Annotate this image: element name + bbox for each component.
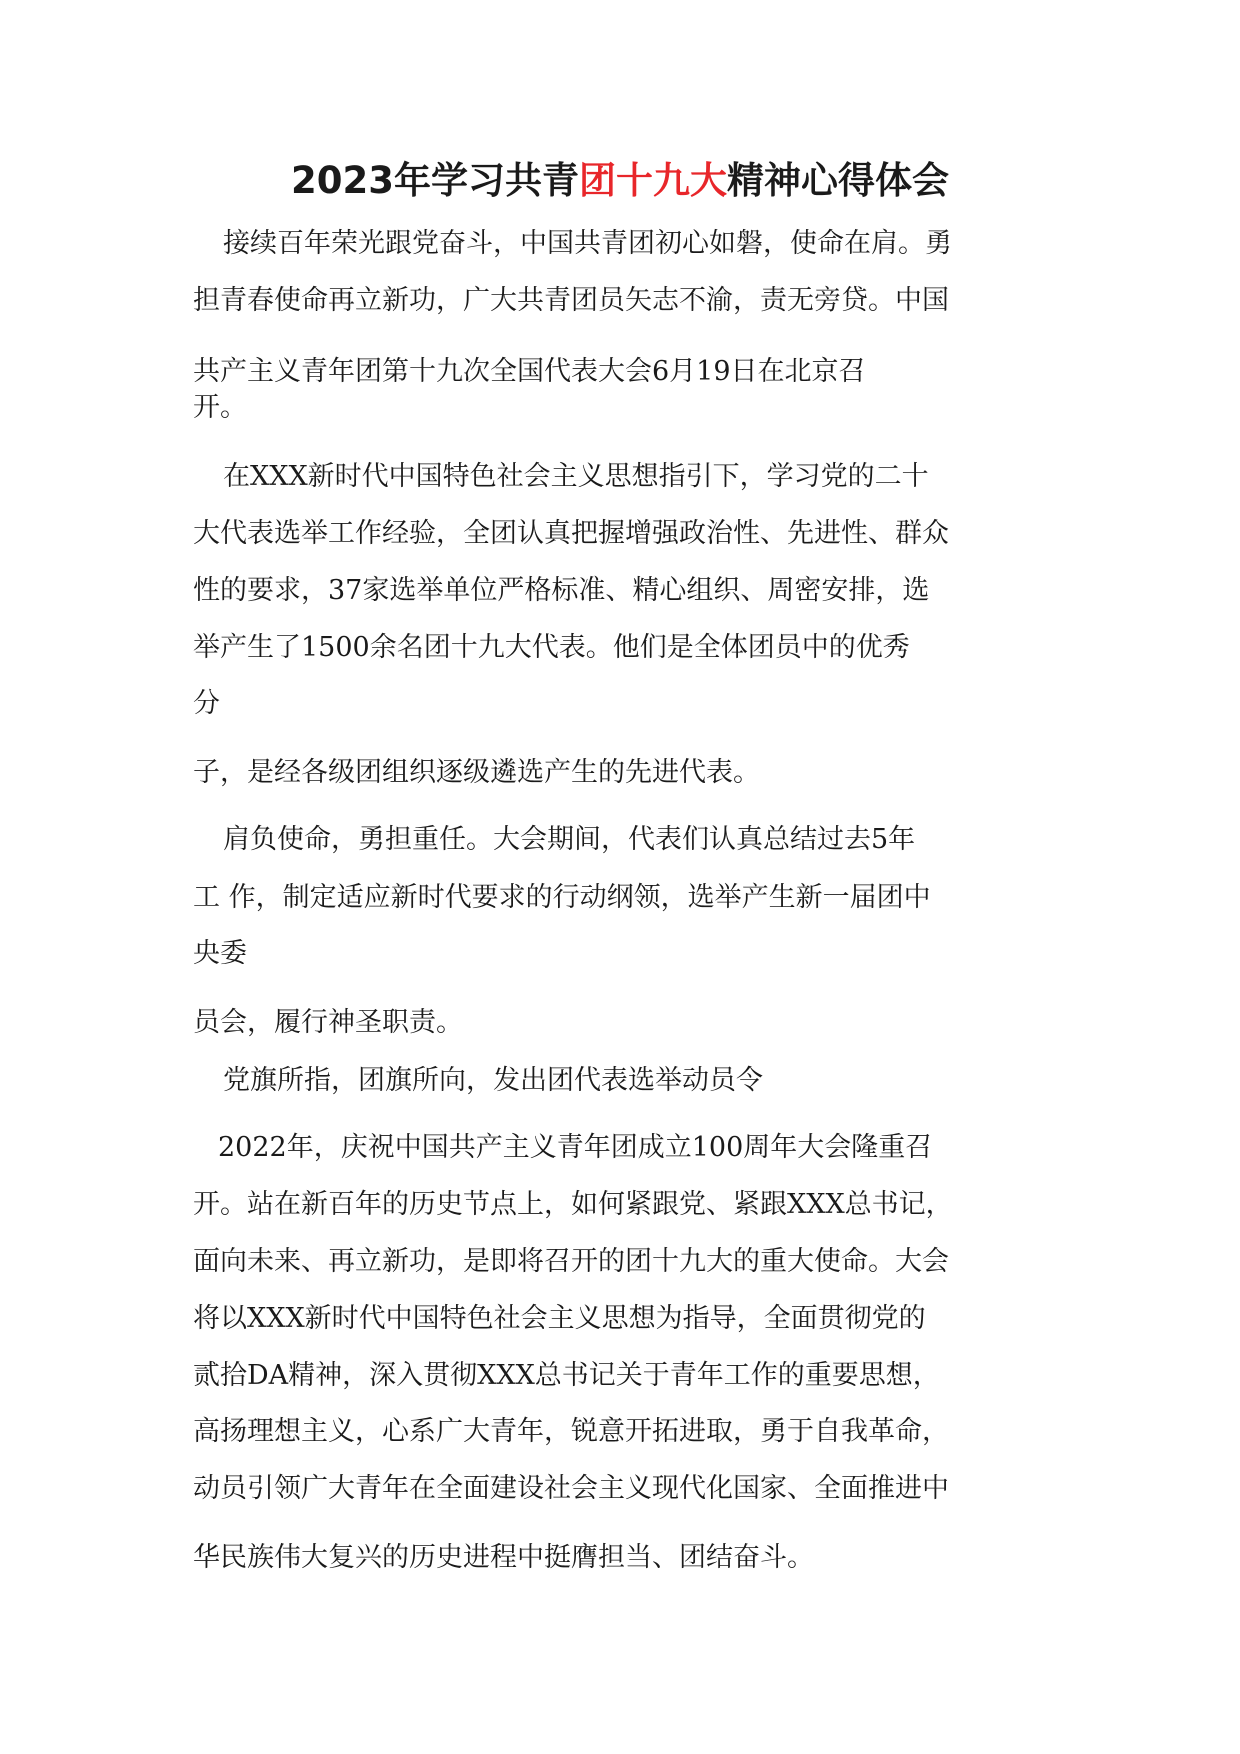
paragraph-line: 员会，履行神圣职责。 bbox=[193, 1007, 463, 1038]
paragraph-line: 举产生了1500余名团十九大代表。他们是全体团员中的优秀 bbox=[193, 632, 910, 663]
paragraph-line: 华民族伟大复兴的历史进程中挺膺担当、团结奋斗。 bbox=[193, 1542, 814, 1573]
paragraph-line: 动员引领广大青年在全面建设社会主义现代化国家、全面推进中 bbox=[193, 1473, 949, 1504]
paragraph-line: 工 作，制定适应新时代要求的行动纲领，选举产生新一届团中 bbox=[193, 882, 931, 913]
paragraph-line: 共产主义青年团第十九次全国代表大会6月19日在北京召 bbox=[193, 356, 866, 387]
paragraph-line: 肩负使命，勇担重任。大会期间，代表们认真总结过去5年 bbox=[223, 824, 916, 855]
paragraph-line: 面向未来、再立新功，是即将召开的团十九大的重大使命。大会 bbox=[193, 1246, 949, 1277]
document-title bbox=[0, 156, 1240, 206]
paragraph-line: 担青春使命再立新功，广大共青团员矢志不渝，责无旁贷。中国 bbox=[193, 285, 949, 316]
paragraph-line: 子，是经各级团组织逐级遴选产生的先进代表。 bbox=[193, 757, 760, 788]
title-highlight: 团十九大 bbox=[578, 159, 727, 202]
paragraph-line: 性的要求，37家选举单位严格标准、精心组织、周密安排，选 bbox=[193, 575, 930, 606]
paragraph-line: 贰拾DA精神，深入贯彻XXX总书记关于青年工作的重要思想， bbox=[193, 1360, 940, 1391]
title-part-2: 精神心得体会 bbox=[726, 159, 949, 202]
paragraph-line: 大代表选举工作经验，全团认真把握增强政治性、先进性、群众 bbox=[193, 518, 949, 549]
paragraph-line: 将以XXX新时代中国特色社会主义思想为指导，全面贯彻党的 bbox=[193, 1303, 926, 1334]
paragraph-line: 2022年，庆祝中国共产主义青年团成立100周年大会隆重召 bbox=[218, 1132, 933, 1163]
paragraph-line: 开。 bbox=[193, 392, 247, 423]
title-part-1: 2023年学习共青 bbox=[291, 159, 579, 202]
paragraph-line: 央委 bbox=[193, 938, 247, 969]
paragraph-line: 党旗所指，团旗所向，发出团代表选举动员令 bbox=[223, 1065, 763, 1096]
paragraph-line: 开。站在新百年的历史节点上，如何紧跟党、紧跟XXX总书记， bbox=[193, 1189, 953, 1220]
paragraph-line: 高扬理想主义，心系广大青年，锐意开拓进取，勇于自我革命， bbox=[193, 1416, 949, 1447]
paragraph-line: 在XXX新时代中国特色社会主义思想指引下，学习党的二十 bbox=[223, 461, 929, 492]
paragraph-line: 分 bbox=[193, 688, 220, 719]
paragraph-line: 接续百年荣光跟党奋斗，中国共青团初心如磐，使命在肩。勇 bbox=[223, 228, 952, 259]
